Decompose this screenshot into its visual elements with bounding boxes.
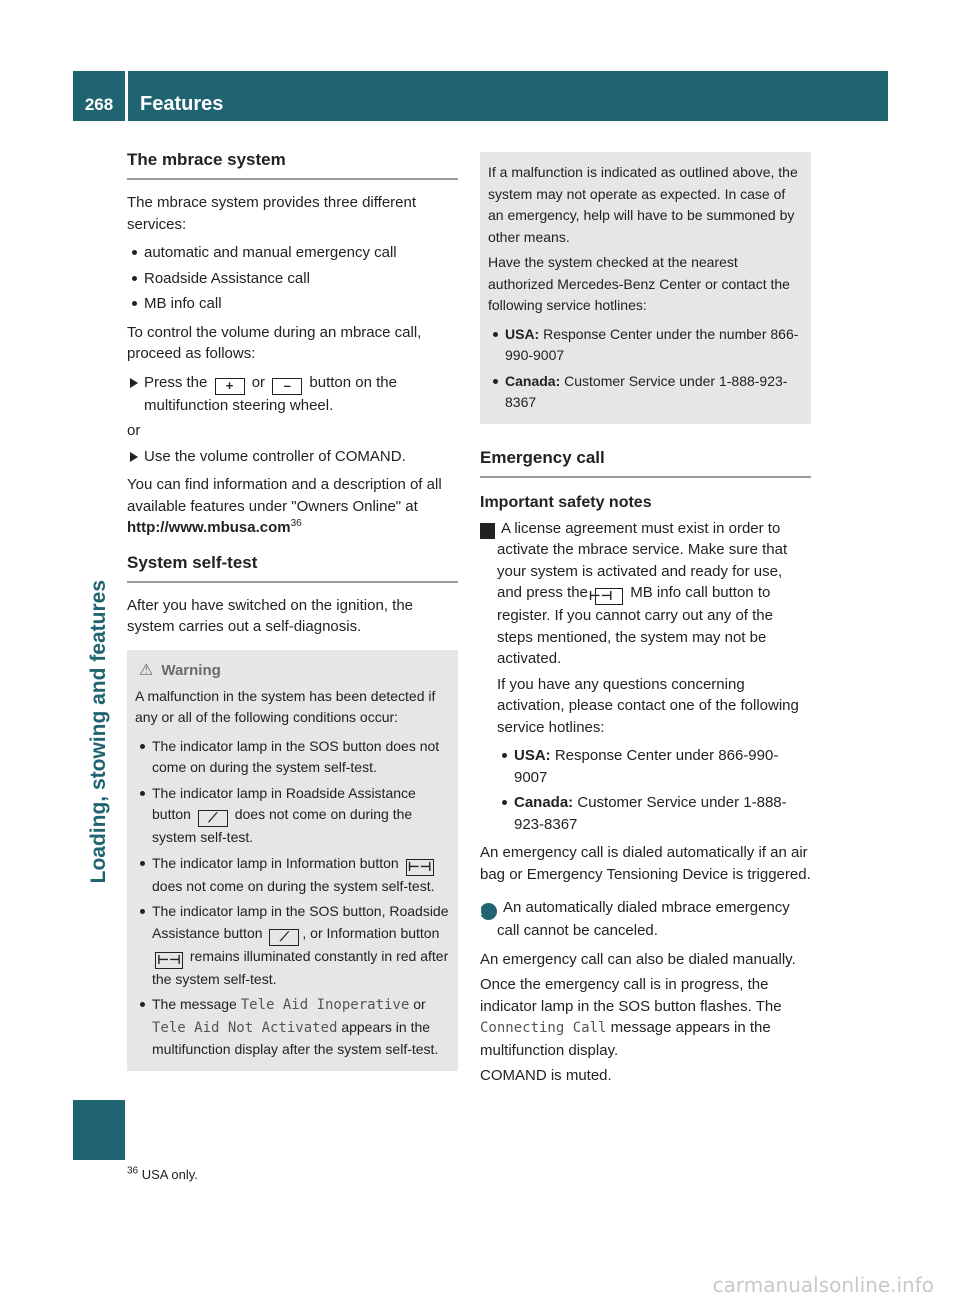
roadside-assistance-icon: ⟋	[198, 810, 228, 827]
owners-online-text: You can find information and a description of all available features under "Owners Online" at http://www.mbusa.com$^{36}$	[127, 476, 442, 536]
info-button-icon: ⊢⊣	[155, 952, 183, 969]
step-comand-volume: Use the volume controller of COMAND.	[127, 446, 458, 468]
roadside-assistance-icon: ⟋	[269, 929, 299, 946]
display-message: Tele Aid Inoperative	[240, 997, 410, 1013]
mbusa-link[interactable]: http://www.mbusa.com	[127, 519, 291, 536]
list-item: The indicator lamp in Information button ⊢⊣ does not come on during the system self-test.	[135, 853, 450, 898]
activation-questions: If you have any questions concerning activation, please contact one of the following service hotlines:	[497, 675, 799, 736]
plus-key-icon: +	[215, 378, 245, 395]
volume-intro: To control the volume during an mbrace call, proceed as follows:	[127, 323, 422, 362]
list-item: The indicator lamp in Roadside Assistance button ⟋ does not come on during the system self-test.	[135, 783, 450, 849]
side-tab-label: Loading, stowing and features	[87, 580, 110, 884]
safety-notes-title: Important safety notes	[480, 493, 652, 511]
auto-call-text: An emergency call is dialed automatically if an air bag or Emergency Tensioning Device is triggered.	[480, 844, 811, 883]
comand-muted-text: COMAND is muted.	[480, 1067, 612, 1084]
malfunction-text: If a malfunction is indicated as outlined above, the system may not operate as expected. In case of an emergency, help will have to be summoned by other means.	[488, 164, 798, 245]
mbrace-intro: The mbrace system provides three different services:	[127, 194, 417, 233]
list-item: automatic and manual emergency call	[127, 242, 458, 264]
exclamation-icon: !	[480, 523, 495, 539]
page-number: 268	[84, 95, 114, 114]
list-item: MB info call	[127, 293, 458, 315]
info-button-icon: ⊢⊣	[406, 859, 434, 876]
call-progress-text: Once the emergency call is in progress, the indicator lamp in the SOS button flashes. The Connecting Call message appears in the multifunction display.	[480, 976, 782, 1059]
display-message: Tele Aid Not Activated	[152, 1019, 338, 1036]
header-divider	[125, 71, 128, 121]
warning-triangle-icon: ⚠	[139, 661, 154, 679]
info-note: i An automatically dialed mbrace emergency call cannot be canceled.	[477, 899, 790, 939]
list-item: The message Tele Aid Inoperative or Tele Aid Not Activated appears in the multifunction display after the system self-test.	[135, 994, 450, 1061]
selftest-text: After you have switched on the ignition, the system carries out a self-diagnosis.	[127, 596, 414, 635]
or-text: or	[127, 422, 141, 439]
footnote: $^{36}$ USA only.	[127, 1165, 198, 1182]
section-title-selftest: System self-test	[127, 551, 458, 583]
side-tab-marker	[73, 1100, 125, 1160]
watermark: carmanualsonline.info	[712, 1273, 934, 1297]
info-button-icon: ⊢⊣	[595, 588, 623, 605]
list-item: The indicator lamp in the SOS button, Roadside Assistance button ⟋ , or Information button ⊢⊣ remains illuminated constantly in red after the system self-test.	[135, 901, 450, 990]
list-item: Roadside Assistance call	[127, 268, 458, 290]
display-message: Connecting Call	[480, 1020, 607, 1036]
right-column	[476, 152, 811, 1087]
list-item: USA: Response Center under 866-990-9007	[497, 745, 811, 788]
info-icon: i	[480, 903, 497, 920]
list-item: The indicator lamp in the SOS button does not come on during the system self-test.	[135, 736, 450, 779]
license-notice: ! A license agreement must exist in order to activate the mbrace service. Make sure that your system is activated and ready for use, and press the ⊢⊣ MB info call button to register. If you cannot carry out any of the steps mentioned, the system may not be activated.	[476, 519, 788, 667]
list-item: Canada: Customer Service under 1-888-923-8367	[488, 371, 803, 414]
malfunction-box	[480, 152, 811, 424]
warning-heading: ⚠ Warning	[139, 661, 221, 679]
list-item: Canada: Customer Service under 1-888-923-8367	[497, 792, 811, 835]
step-press-button: Press the + or – button on the multifunction steering wheel.	[127, 372, 458, 417]
hotline-intro: Have the system checked at the nearest authorized Mercedes-Benz Center or contact the following service hotlines:	[488, 254, 790, 313]
list-item: USA: Response Center under the number 866-990-9007	[488, 324, 803, 367]
manual-call-text: An emergency call can also be dialed manually.	[480, 950, 796, 968]
section-title-emergency: Emergency call	[480, 446, 811, 478]
minus-key-icon: –	[272, 378, 302, 395]
section-title-mbrace: The mbrace system	[127, 148, 458, 180]
header-title: Features	[140, 93, 224, 115]
warning-text: A malfunction in the system has been detected if any or all of the following conditions occur:	[135, 687, 436, 725]
footnote-ref: 36	[290, 518, 302, 529]
left-column	[127, 148, 458, 1071]
warning-box	[127, 650, 458, 1071]
